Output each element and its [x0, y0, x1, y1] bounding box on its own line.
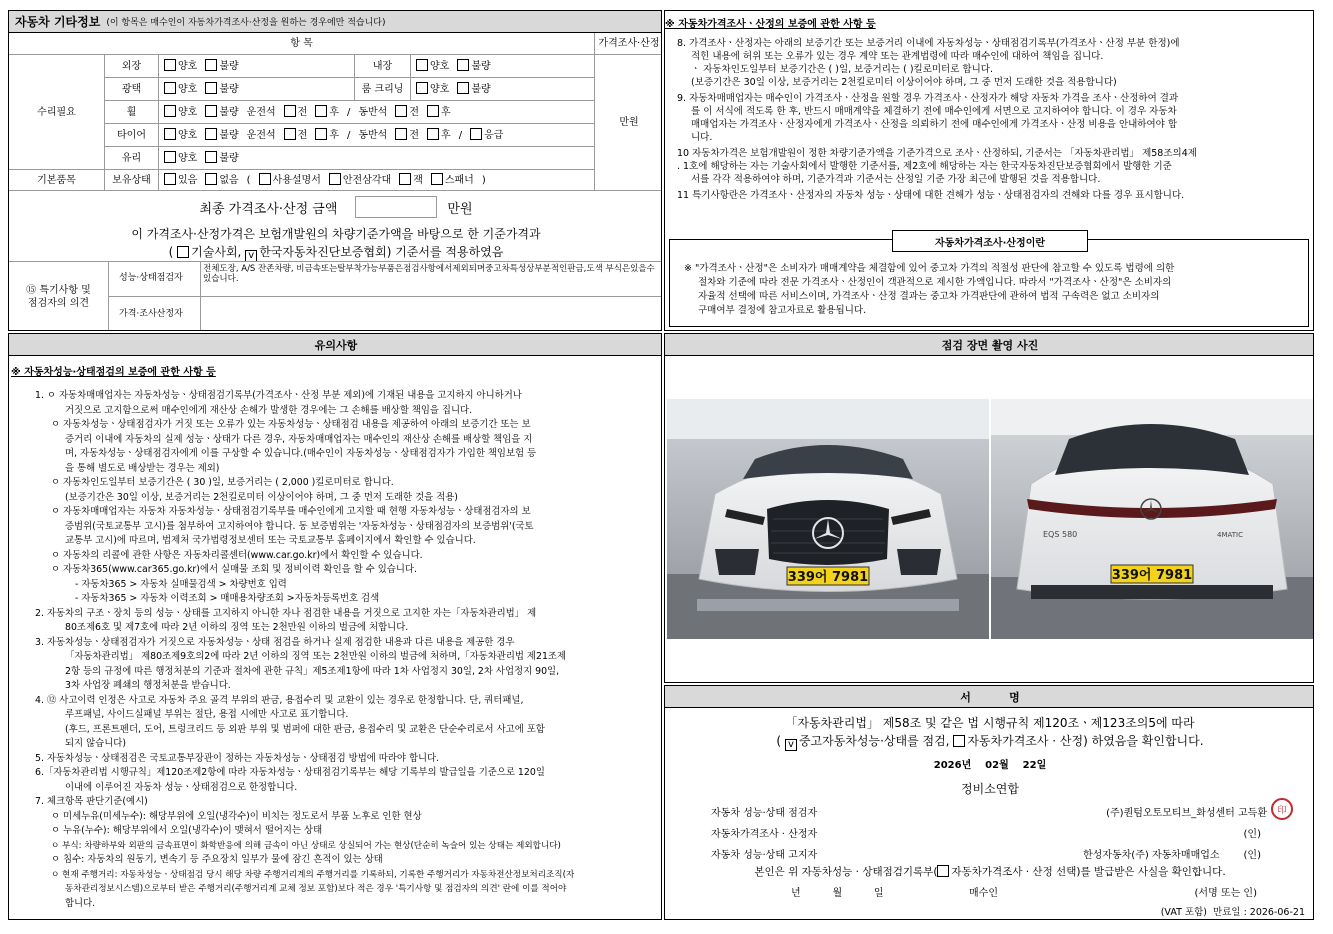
price-value-cell: 만원 — [595, 55, 662, 191]
notes-line: 교통부 고시)에 따르며, 법제처 국가법령정보센터 또는 국토교통부 홈페이지에서 확인할 수 있습니다. — [65, 535, 476, 546]
wheel-passenger-front-checkbox[interactable] — [395, 105, 407, 117]
vat-note: (VAT 포함) 만료일 : 2026-06-21 — [1160, 907, 1305, 918]
signature-date: 2026년 02월 22일 — [933, 760, 1047, 771]
tire-options: 양호 불량 운전석 전 후 / 동반석 전 후 / 응급 — [159, 124, 595, 147]
notes-line: ㅇ 현재 주행거리: 자동차성능ㆍ상태점검 당시 해당 차량 주행거리계의 주행거리를 기록하되, 기록한 주행거리가 자동차전산정보처리조직(자 — [51, 869, 575, 880]
front-car-illustration — [667, 399, 989, 639]
notes-line: 5. 자동차성능ㆍ상태점검은 국토교통부장관이 정하는 자동차성능ㆍ상태점검 방법에 따라야 합니다. — [35, 752, 440, 764]
notes-line: ㅇ 자동차인도일부터 보증기간은 ( 30 )일, 보증거리는 ( 2,000 )킬로미터로 합니다. — [51, 477, 394, 488]
rear-car-illustration — [991, 399, 1313, 639]
tire-driver-rear-checkbox[interactable] — [315, 128, 327, 140]
notes-line: 「자동차관리법」 제80조제9호의2에 따라 2년 이하의 징역 또는 2천만원 이하의 벌금에 처하며,「자동차관리법 제21조제 — [65, 651, 567, 662]
price-surveyor-label: 자동차가격조사 · 산정자 — [711, 829, 818, 840]
price-surveyor-seal: (인) — [1243, 829, 1261, 840]
notes-line: 을 통해 별도로 배상받는 경우는 제외) — [65, 462, 220, 474]
notes-line: (후드, 프론트펜더, 도어, 트렁크리드 등 외판 부위 및 범퍼에 대한 판금, 용접수리 및 교환은 단순수리로서 사고에 포함 — [65, 723, 545, 735]
jack-checkbox[interactable] — [399, 173, 411, 185]
front-inspection-photo — [667, 399, 989, 639]
kadwa-checkbox[interactable]: v — [245, 250, 257, 262]
notes-line: 루프패널, 사이드실패널 부위는 절단, 용접 시에만 사고로 표기합니다. — [65, 709, 349, 720]
price-checker-opinion — [201, 297, 662, 331]
notes-line: - 자동차365 > 자동차 이력조회 > 매매용차량조회 >자동차등록번호 검색 — [75, 593, 380, 604]
wheel-driver-front-checkbox[interactable] — [284, 105, 296, 117]
notes-line: ㅇ 자동차의 리콜에 관한 사항은 자동차리콜센터(www.car.go.kr)에서 확인할 수 있습니다. — [51, 549, 423, 561]
interior-bad-checkbox[interactable] — [457, 59, 469, 71]
row-label-wheel: 휠 — [105, 101, 159, 124]
tire-passenger-front-checkbox[interactable] — [395, 128, 407, 140]
wheel-driver-rear-checkbox[interactable] — [315, 105, 327, 117]
tire-emergency-checkbox[interactable] — [470, 128, 482, 140]
notes-line: 4. ⑫ 사고이력 인정은 사고로 자동차 주요 골격 부위의 판금, 용접수리 및 교환이 있는 경우로 한정합니다. 단, 쿼터패널, — [35, 694, 524, 706]
repair-needed-label: 수리필요 — [9, 55, 105, 170]
notes-line: ㅇ 침수: 자동차의 원동기, 변속기 등 주요장치 일부가 물에 잠긴 흔적이 있는 상태 — [51, 854, 383, 865]
notes-line: ㅇ 미세누유(미세누수): 해당부위에 오일(냉각수)이 비치는 정도로서 부품 노후로 인한 현상 — [51, 810, 422, 822]
buyer-label: 매수인 — [969, 888, 998, 899]
possession-has-checkbox[interactable] — [164, 173, 176, 185]
notes-line: 80조제6호 및 제7호에 따라 2년 이하의 징역 또는 2천만원 이하의 벌금에 처합니다. — [65, 622, 409, 633]
signature-panel — [664, 685, 1314, 920]
interior-good-checkbox[interactable] — [416, 59, 428, 71]
notes-body — [35, 389, 659, 911]
wheel-bad-checkbox[interactable] — [205, 105, 217, 117]
perf-inspector-value: (주)퀀텀오토모티브_화성센터 고득환 — [1106, 808, 1267, 819]
vehicle-other-info-panel — [8, 10, 662, 331]
exterior-options: 양호 불량 — [159, 55, 355, 78]
dealer-seal: (인) — [1243, 850, 1261, 861]
col-item-header: 항 목 — [9, 33, 595, 55]
basic-items-label: 기본품목 — [9, 170, 105, 191]
front-plate-text: 339어 7981 — [787, 570, 869, 585]
row-label-exterior: 외장 — [105, 55, 159, 78]
spanner-checkbox[interactable] — [431, 173, 443, 185]
price-warranty-items: 8. 가격조사ㆍ산정자는 아래의 보증기간 또는 보증거리 이내에 자동차성능ㆍ상태점검기록부(가격조사ㆍ산정 부분 한정)에 적힌 내용에 허위 또는 오류가 있는 경우 계약 또는 관계법령에 따라 매수인에 대하여 책임을 집니다. ㆍ 자동차인도일부터 보증기간은 ( )일, 보증거리는 ( )킬로미터로 합니다. (보증기간은 30일 이상, 보증거리는 2천킬로미터 이상이어야 하며, 그 중 먼저 도래한 것을 적용합니다) 9. 자동차매매업자는 매수인이 가격조사ㆍ산정을 원할 경우 가격조사ㆍ산정자가 해당 자동차 가격을 조사ㆍ산정하여 결과 를 이 서식에 적도록 한 후, 반드시 매매계약을 체결하기 전에 매수인에게 서면으로 고지하여야 합니다. 이 경우 자동차 매매업자는 가격조사ㆍ산정자에게 가격조사ㆍ산정을 의뢰하기 전에 매수인에게 가격조사ㆍ산정 비용을 안내하여야 합 니다. 10 자동차가격은 보험개발원이 정한 차량기준가액을 기준가격으로 조사ㆍ산정하되, 기준서는 「자동차관리법」 제58조의4제 . 1호에 해당하는 자는 기술사회에서 발행한 기준서를, 제2호에 해당하는 자는 한국자동차진단보증협회에서 발행한 기준 서를 각각 적용하여야 하며, 기준가격과 기준서는 산정일 기준 가장 최근에 발행된 것을 적용합니다. 11 특기사항란은 가격조사ㆍ산정자의 자동차 성능ㆍ상태에 대한 견해가 성능ㆍ상태점검자의 견해와 다를 경우 표시합니다. — [677, 38, 1197, 201]
final-amount-label: 최종 가격조사·산정 금액 — [199, 201, 338, 217]
notes-line: ㅇ 부식: 차량하부와 외판의 금속표면이 화학반응에 의해 금속이 아닌 상태로 상실되어 가는 현상(단순히 녹슬어 있는 상태는 제외합니다) — [51, 840, 561, 851]
possession-none-checkbox[interactable] — [205, 173, 217, 185]
triangle-checkbox[interactable] — [329, 173, 341, 185]
tire-driver-front-checkbox[interactable] — [284, 128, 296, 140]
receipt-line: 본인은 위 자동차성능 · 상태점검기록부( 자동차가격조사 · 산정 선택)를 발급받은 사실을 확인합니다. — [754, 866, 1226, 878]
room-good-checkbox[interactable] — [416, 82, 428, 94]
row-label-gloss: 광택 — [105, 78, 159, 101]
notes-line: 합니다. — [65, 897, 96, 909]
manual-checkbox[interactable] — [259, 173, 271, 185]
rear-drive-badge: 4MATIC — [1217, 531, 1243, 539]
notes-title: ※ 자동차성능·상태점검의 보증에 관한 사항 등 — [11, 367, 216, 378]
buyer-sign-or-seal: (서명 또는 인) — [1194, 888, 1257, 899]
notes-line: ㅇ 자동차매매업자는 자동차 자동차성능ㆍ상태점검기록부를 매수인에게 고지할 때 현행 자동차성능ㆍ상태점검자의 보 — [51, 506, 531, 517]
notes-line: 거짓으로 고지함으로써 매수인에게 재산상 손해가 발생한 경우에는 그 손해를 배상할 책임을 집니다. — [65, 404, 473, 416]
col-price-header: 가격조사·산정 — [595, 33, 662, 55]
tech-society-checkbox[interactable] — [177, 246, 189, 258]
wheel-options: 양호 불량 운전석 전 후 / 동반석 전 후 — [159, 101, 595, 124]
price-warranty-panel — [664, 10, 1314, 331]
notes-line: 이내에 이루어진 자동차 성능ㆍ상태점검으로 한정합니다. — [65, 781, 298, 793]
notes-line: 2항 등의 규정에 따른 행정처분의 기준과 절차에 관한 규칙」제5조제1항에 따라 1차 사업정지 30일, 2차 사업정지 90일, — [65, 665, 560, 677]
used-car-inspect-checkbox[interactable]: v — [785, 739, 797, 751]
gloss-bad-checkbox[interactable] — [205, 82, 217, 94]
other-info-title-bar — [9, 11, 662, 33]
wheel-passenger-rear-checkbox[interactable] — [427, 105, 439, 117]
basis-line-1: 이 가격조사·산정가격은 보험개발원의 차량기준가액을 바탕으로 한 기준가격과 — [131, 227, 541, 241]
notes-line: 되지 않습니다) — [65, 738, 126, 749]
notes-line: 며, 자동차성능ㆍ상태점검자에게 이를 구상할 수 있습니다.(매수인이 자동차성능ㆍ상태점검자가 가입한 책임보험 등 — [65, 448, 537, 459]
rear-plate-text: 339어 7981 — [1111, 568, 1193, 583]
notes-line: ㅇ 자동차365(www.car365.go.kr)에서 실매물 조회 및 정비이력 확인을 할 수 있습니다. — [51, 564, 417, 575]
notes-line: (보증기간은 30일 이상, 보증거리는 2천킬로미터 이상이어야 하며, 그 중 먼저 도래한 것을 적용) — [65, 491, 458, 503]
photos-panel — [664, 333, 1314, 683]
notes-line: 7. 체크항목 판단기준(예시) — [35, 796, 148, 807]
rear-model-badge: EQS 580 — [1043, 530, 1078, 539]
notes-line: 증범위(국토교통부 고시)를 첨부하여 고지하여야 합니다. 동 보증범위는 '자동차성능ㆍ상태점검자의 보증범위'(국토 — [65, 520, 534, 532]
final-amount-unit: 만원 — [447, 201, 473, 217]
rear-inspection-photo — [991, 399, 1313, 639]
dealer-label: 자동차 성능·상태 고지자 — [711, 850, 818, 861]
special-remarks-label: ⑮ 특기사항 및 점검자의 의견 — [9, 261, 109, 331]
row-label-possession: 보유상태 — [105, 170, 159, 191]
possession-options: 있음 없음 ( 사용설명서 안전삼각대 잭 스패너 ) — [159, 170, 595, 191]
price-warranty-title: ※ 자동차가격조사ㆍ산정의 보증에 관한 사항 등 — [665, 19, 876, 30]
tire-bad-checkbox[interactable] — [205, 128, 217, 140]
photos-header: 점검 장면 촬영 사진 — [665, 334, 1314, 356]
notes-line: ㅇ 누유(누수): 해당부위에서 오일(냉각수)이 맺혀서 떨어지는 상태 — [51, 825, 323, 836]
glass-options: 양호 불량 — [159, 147, 595, 170]
notes-line: 증거리 이내에 자동차의 실제 성능ㆍ상태가 다른 경우, 자동차매매업자는 매수인의 재산상 손해를 배상할 책임을 지 — [65, 433, 533, 445]
price-definition-title: 자동차가격조사·산정이란 — [892, 230, 1088, 252]
signature-header: 서 명 — [665, 686, 1314, 708]
notes-line: 2. 자동차의 구조ㆍ장치 등의 성능ㆍ상태를 고지하지 아니한 자나 점검한 내용을 거짓으로 고지한 자는「자동차관리법」 제 — [35, 607, 537, 619]
other-info-title: 자동차 기타정보 — [15, 15, 101, 29]
notes-line: 3차 사업장 폐쇄의 행정처분을 받습니다. — [65, 680, 231, 691]
notes-header: 유의사항 — [9, 334, 662, 356]
glass-bad-checkbox[interactable] — [205, 151, 217, 163]
price-definition-text: ※ "가격조사ㆍ산정"은 소비자가 매매계약을 체결함에 있어 중고차 가격의 적절성 판단에 참고할 수 있도록 법령에 의한 절차와 기준에 따라 전문 가격조사ㆍ산정인이 객관적으로 제시한 가액입니다. 따라서 "가격조사ㆍ산정"은 소비자의 자율적 선택에 따른 서비스이며, 가격조사ㆍ산정 결과는 중고차 가격판단에 관하여 법적 구속력은 없고 소비자의 구매여부 결정에 참고자료로 활용됩니다. — [684, 263, 1175, 316]
gloss-options: 양호 불량 — [159, 78, 355, 101]
exterior-good-checkbox[interactable] — [164, 59, 176, 71]
signature-org: 정비소연합 — [961, 782, 1019, 796]
row-label-interior: 내장 — [355, 55, 411, 78]
perf-checker-label: 성능·상태점검자 — [109, 261, 201, 297]
gloss-good-checkbox[interactable] — [164, 82, 176, 94]
row-label-tire: 타이어 — [105, 124, 159, 147]
signature-law-line: 「자동차관리법」 제58조 및 같은 법 시행규칙 제120조ㆍ제123조의5에 따라 — [785, 716, 1195, 730]
notes-line: ㅇ 자동차성능ㆍ상태점검자가 거짓 또는 오류가 있는 자동차성능ㆍ상태점검 내용을 제공하여 아래의 보증기간 또는 보 — [51, 419, 531, 430]
exterior-bad-checkbox[interactable] — [205, 59, 217, 71]
notes-panel — [8, 333, 662, 920]
tire-good-checkbox[interactable] — [164, 128, 176, 140]
notes-line: 동차관리정보시스템)으로부터 받은 주행거리(주행거리계 교체 정보 포함)보다 적은 경우 '특기사항 및 점검자의 의견' 란에 이를 적어야 — [65, 884, 567, 894]
room-cleaning-options: 양호 불량 — [411, 78, 595, 101]
notes-line: 1. ㅇ 자동차매매업자는 자동차성능ㆍ상태점검기록부(가격조사ㆍ산정 부분 제외)에 기재된 내용을 고지하지 아니하거나 — [35, 390, 522, 401]
interior-options: 양호 불량 — [411, 55, 595, 78]
glass-good-checkbox[interactable] — [164, 151, 176, 163]
price-survey-checkbox[interactable] — [953, 735, 965, 747]
basis-line-2: ( 기술사회, v 한국자동차진단보증협회) 기준서를 적용하였음 — [168, 245, 504, 261]
signature-confirm-line: ( v 중고자동차성능·상태를 점검, 자동차가격조사 · 산정) 하였음을 확인합니다. — [776, 734, 1204, 750]
dealer-value: 한성자동차(주) 자동차매매업소 — [1083, 850, 1220, 861]
notes-line: 3. 자동차성능ㆍ상태점검자가 거짓으로 자동차성능ㆍ상태 점검을 하거나 실제 점검한 내용과 다른 내용을 제공한 경우 — [35, 636, 515, 648]
other-info-subtitle: (이 항목은 매수인이 자동차가격조사·산정을 원하는 경우에만 적습니다) — [106, 18, 386, 28]
wheel-good-checkbox[interactable] — [164, 105, 176, 117]
notes-line: 6.「자동차관리법 시행규칙」제120조제2항에 따라 자동차성능ㆍ상태점검기록부는 해당 기록부의 발급일을 기준으로 120일 — [35, 767, 545, 778]
notes-line: - 자동차365 > 자동차 실매물검색 > 차량번호 입력 — [75, 578, 287, 590]
final-amount-row — [9, 192, 662, 222]
price-checker-label: 가격·조사산정자 — [109, 297, 201, 331]
perf-inspector-label: 자동차 성능·상태 점검자 — [711, 808, 818, 819]
price-definition-box — [669, 239, 1309, 327]
receipt-price-checkbox[interactable] — [937, 865, 949, 877]
tire-passenger-rear-checkbox[interactable] — [427, 128, 439, 140]
perf-checker-opinion: 전체도장, A/S 잔존차량, 비금속또는탈부착가능부품은점검사항에서제외되며중고차특성상부분적인판금,도색 부식은있을수있습니다. — [201, 261, 662, 297]
room-bad-checkbox[interactable] — [457, 82, 469, 94]
row-label-room-cleaning: 룸 크리닝 — [355, 78, 411, 101]
inspector-seal: 印 — [1271, 798, 1293, 820]
row-label-glass: 유리 — [105, 147, 159, 170]
receipt-date: 년 월 일 — [791, 888, 884, 899]
final-amount-input[interactable] — [355, 196, 437, 218]
